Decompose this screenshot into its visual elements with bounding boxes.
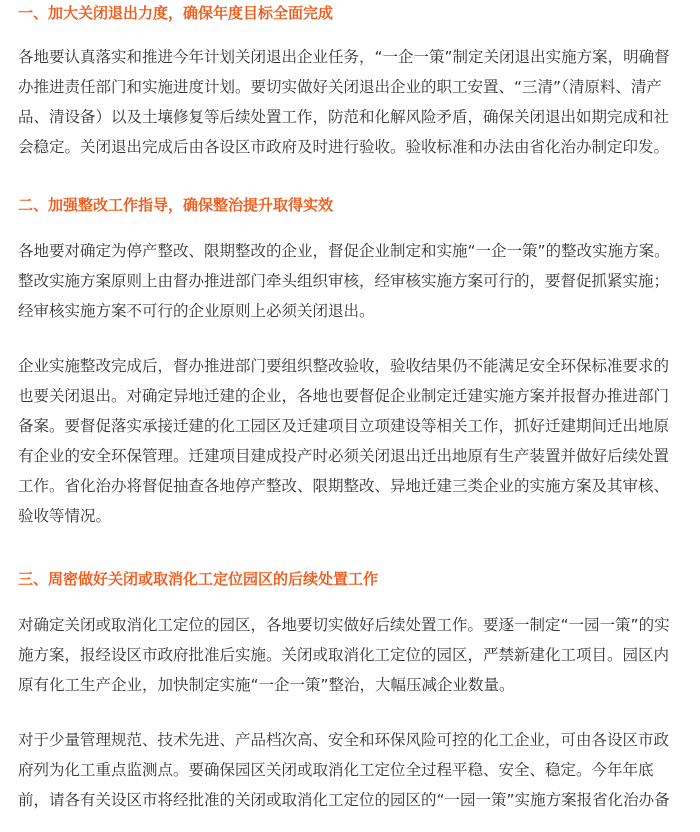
text-line: 各地要对确定为停产整改、限期整改的企业，督促企业制定和实施“一企一策”的整改实施方案。	[18, 242, 670, 260]
text-line: 经审核实施方案不可行的企业原则上必须关闭退出。	[18, 302, 375, 320]
text-line: 品、清设备）以及土壤修复等后续处置工作，防范和化解风险矛盾，确保关闭退出如期完成和社	[18, 108, 670, 126]
text-line: 办推进责任部门和实施进度计划。要切实做好关闭退出企业的职工安置、“三清”（清原料、清产	[18, 78, 662, 96]
section-2-paragraph-1	[18, 236, 684, 326]
text-line: 有企业的安全环保管理。迁建项目建成投产时必须关闭退出迁出地原有生产装置并做好后续处置	[18, 447, 670, 465]
text-line: 会稳定。关闭退出完成后由各设区市政府及时进行验收。验收标准和办法由省化治办制定印发。	[18, 138, 670, 156]
section-1-paragraph-1	[18, 42, 684, 162]
text-line: 验收等情况。	[18, 507, 112, 525]
text-line: 也要关闭退出。对确定异地迁建的企业，各地也要督促企业制定迁建实施方案并报督办推进部门	[18, 387, 670, 405]
text-line: 工作。省化治办将督促抽查各地停产整改、限期整改、异地迁建三类企业的实施方案及其审核、	[18, 477, 670, 495]
text-line: 备案。要督促落实承接迁建的化工园区及迁建项目立项建设等相关工作，抓好迁建期间迁出地原	[18, 417, 670, 435]
section-2-paragraph-2	[18, 351, 684, 531]
section-1-heading: 一、加大关闭退出力度，确保年度目标全面完成	[18, 4, 334, 22]
section-3-paragraph-2	[18, 725, 684, 815]
section-3-heading: 三、周密做好关闭或取消化工定位园区的后续处置工作	[18, 570, 379, 588]
text-line: 整改实施方案原则上由督办推进部门牵头组织审核，经审核实施方案可行的，要督促抓紧实施；	[18, 272, 670, 290]
text-line: 对于少量管理规范、技术先进、产品档次高、安全和环保风险可控的化工企业，可由各设区市政	[18, 731, 670, 749]
text-line: 各地要认真落实和推进今年计划关闭退出企业任务，“一企一策”制定关闭退出实施方案，明确督	[18, 48, 670, 66]
text-line: 前，请各有关设区市将经批准的关闭或取消化工定位的园区的“一园一策”实施方案报省化治办备	[18, 791, 670, 809]
text-line: 原有化工生产企业，加快制定实施“一企一策”整治，大幅压减企业数量。	[18, 676, 515, 694]
section-3-paragraph-1	[18, 610, 684, 700]
text-line: 企业实施整改完成后，督办推进部门要组织整改验收，验收结果仍不能满足安全环保标准要求的	[18, 357, 670, 375]
text-line: 施方案，报经设区市政府批准后实施。关闭或取消化工定位的园区，严禁新建化工项目。园区内	[18, 646, 670, 664]
text-line: 府列为化工重点监测点。要确保园区关闭或取消化工定位全过程平稳、安全、稳定。今年年底	[18, 761, 654, 779]
text-line: 对确定关闭或取消化工定位的园区，各地要切实做好后续处置工作。要逐一制定“一园一策”的实	[18, 616, 670, 634]
section-2-heading: 二、加强整改工作指导，确保整治提升取得实效	[18, 196, 334, 214]
